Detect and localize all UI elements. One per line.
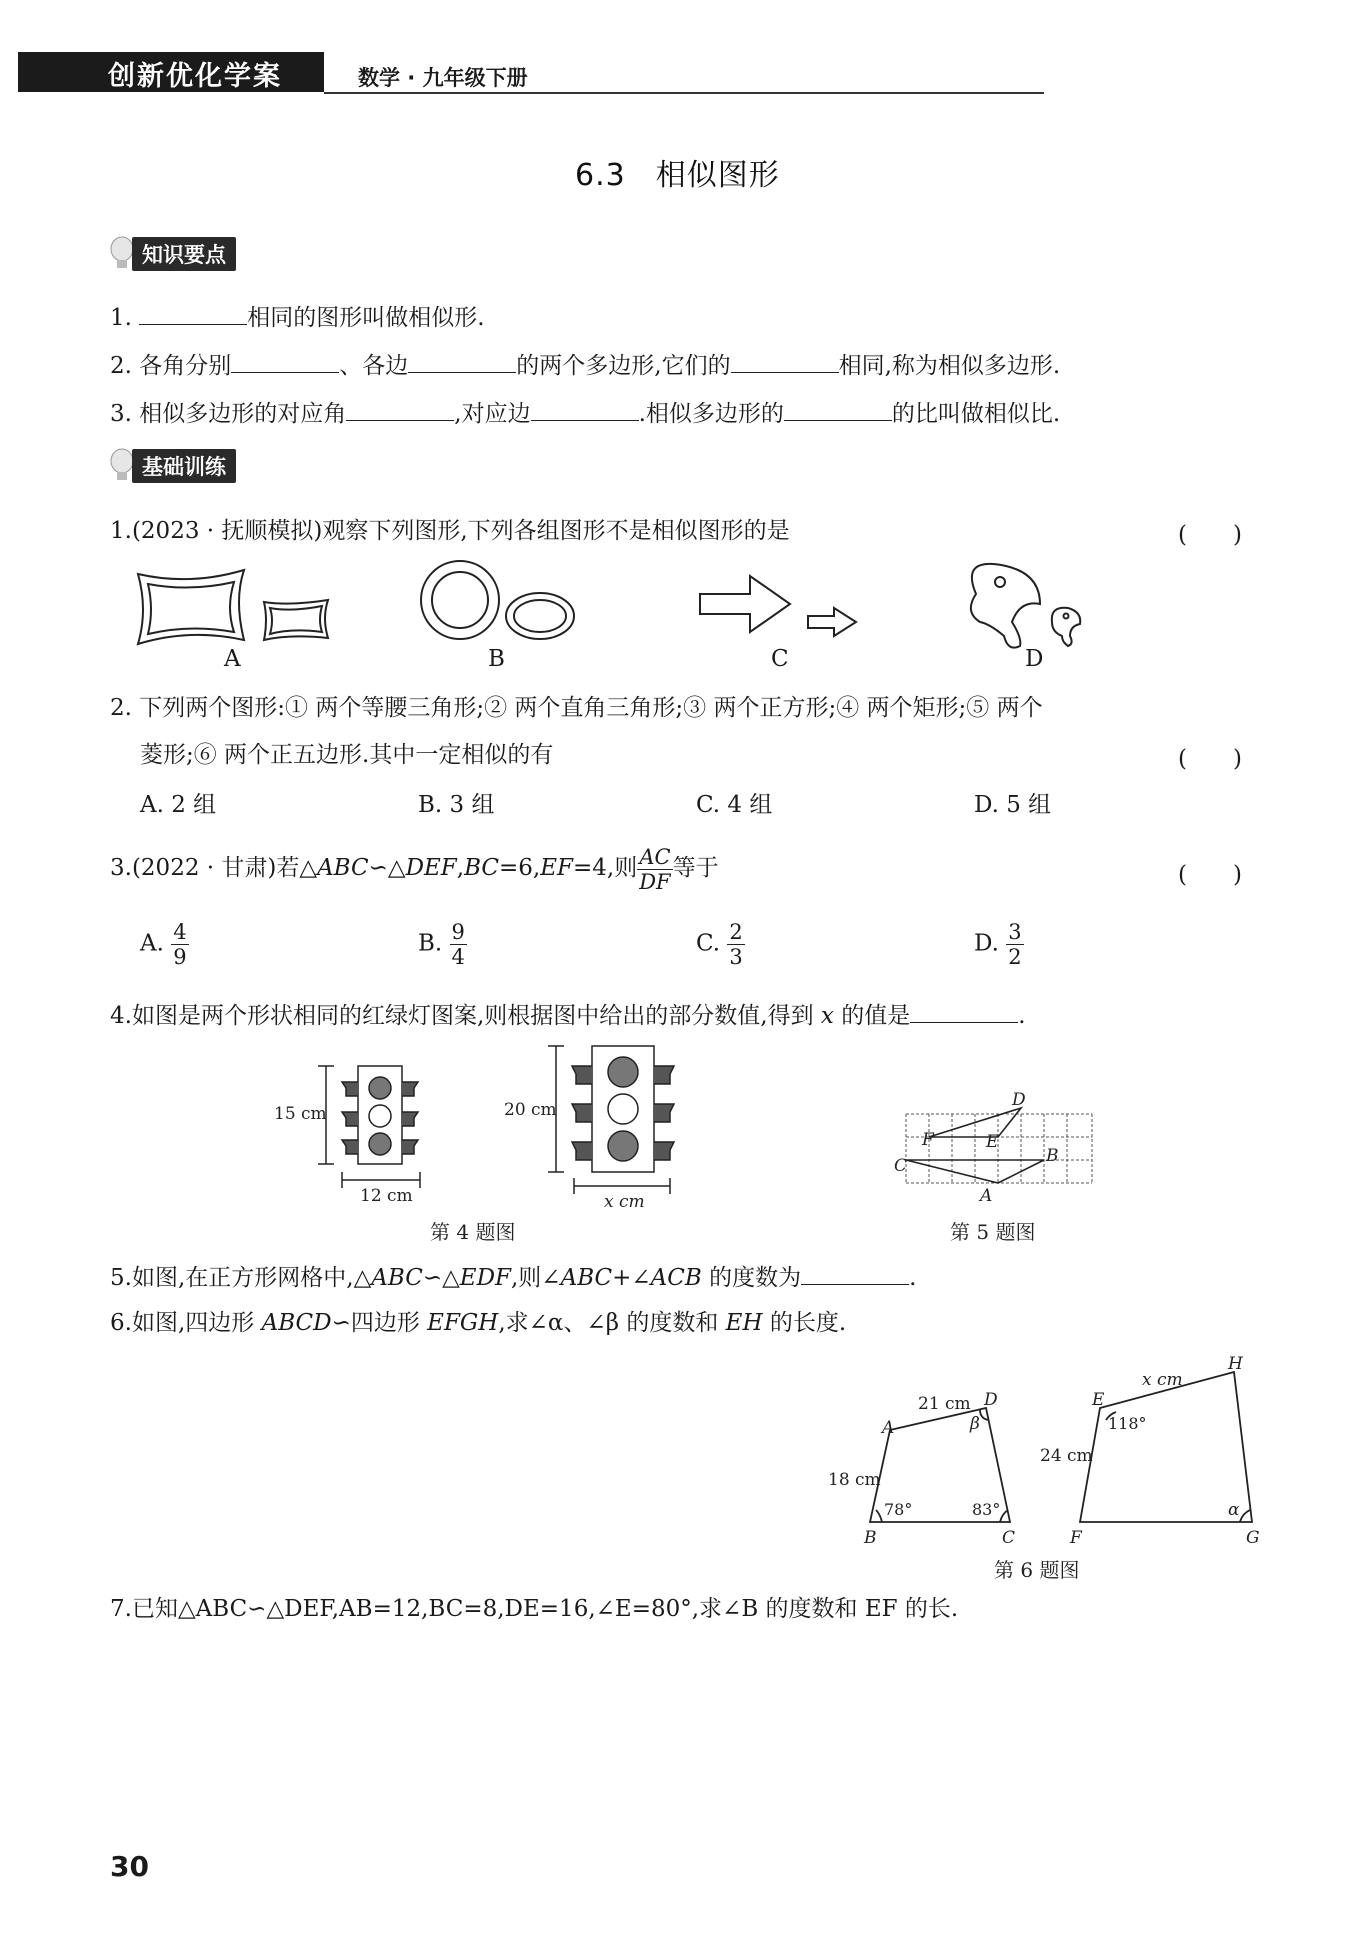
large-traffic-light: [572, 1046, 674, 1172]
q1-label-b: B: [488, 646, 505, 672]
q2-option-a[interactable]: A. 2 组: [140, 792, 217, 818]
question-1-figures: [130, 560, 1090, 672]
answer-blank[interactable]: [531, 398, 639, 421]
question-1: 1.(2023 · 抚顺模拟)观察下列图形,下列各组图形不是相似图形的是: [110, 518, 790, 544]
answer-blank[interactable]: [910, 1000, 1018, 1023]
beta-label: β: [970, 1414, 980, 1434]
answer-blank[interactable]: [408, 350, 516, 373]
knowledge-item-2: 2. 各角分别 、各边 的两个多边形,它们的 相同,称为相似多边形.: [110, 350, 1060, 381]
q3-option-b[interactable]: B. $\frac{9}{4}$: [418, 920, 465, 969]
q3-option-c[interactable]: C. $\frac{2}{3}$: [696, 920, 743, 969]
fraction-ac-df: $\frac{AC}{DF}$: [639, 844, 671, 894]
answer-blank[interactable]: [231, 350, 339, 373]
section-name: 相似图形: [655, 158, 780, 193]
point-e-label: E: [1092, 1390, 1105, 1410]
knowledge-tag-label: 知识要点: [132, 237, 236, 271]
q1-label-a: A: [224, 646, 241, 672]
question-3: 3.(2022 · 甘肃)若△ABC∽△DEF,BC=6,EF=4,则 $\frac{AC}{DF}$ 等于: [110, 844, 719, 894]
angle-e-label: 118°: [1108, 1414, 1147, 1433]
question-2: 2. 下列两个图形:① 两个等腰三角形;② 两个直角三角形;③ 两个正方形;④ 两个矩形;⑤ 两个: [110, 695, 1043, 721]
q3-option-d[interactable]: D. $\frac{3}{2}$: [974, 920, 1022, 969]
point-d-label: D: [984, 1390, 998, 1410]
header-rule: [324, 92, 1044, 94]
point-h-label: H: [1228, 1354, 1243, 1374]
q2-option-d[interactable]: D. 5 组: [974, 792, 1052, 818]
question-5: 5.如图,在正方形网格中,△ABC∽△EDF,则∠ABC+∠ACB 的度数为 .: [110, 1262, 916, 1293]
answer-parens[interactable]: ( ): [1178, 862, 1242, 888]
knowledge-tag: [108, 238, 236, 270]
question-6: 6.如图,四边形 ABCD∽四边形 EFGH,求∠α、∠β 的度数和 EH 的长度.: [110, 1310, 847, 1336]
point-b-label: B: [1046, 1146, 1059, 1166]
traffic-lights-figure: [270, 1038, 690, 1218]
training-tag: [108, 450, 236, 482]
question-4: 4.如图是两个形状相同的红绿灯图案,则根据图中给出的部分数值,得到 x 的值是 .: [110, 1000, 1026, 1031]
section-title: [575, 150, 780, 194]
answer-blank[interactable]: [801, 1262, 909, 1285]
answer-blank[interactable]: [731, 350, 839, 373]
height-label-large: 20 cm: [504, 1100, 557, 1120]
point-f-label: F: [1070, 1528, 1082, 1548]
small-traffic-light: [342, 1066, 418, 1164]
series-title: 创新优化学案: [108, 61, 282, 92]
answer-blank[interactable]: [346, 398, 454, 421]
point-a-label: A: [882, 1418, 895, 1438]
figure-5-caption: 第 5 题图: [950, 1220, 1036, 1244]
width-label-large: x cm: [604, 1192, 645, 1212]
page-number: 30: [110, 1850, 149, 1883]
figure-a: [138, 570, 328, 644]
answer-parens[interactable]: ( ): [1178, 746, 1242, 772]
point-d-label: D: [1012, 1090, 1026, 1110]
grid-figure: [896, 1100, 1106, 1210]
angle-c-label: 83°: [972, 1500, 1001, 1519]
quadrilateral-efgh: [1080, 1372, 1252, 1522]
point-a-label: A: [980, 1186, 993, 1206]
knowledge-item-1: 1. 相同的图形叫做相似形.: [110, 302, 485, 333]
answer-parens[interactable]: ( ): [1178, 522, 1242, 548]
point-f-label: F: [922, 1130, 934, 1150]
q1-label-c: C: [771, 646, 789, 672]
answer-blank[interactable]: [139, 302, 247, 325]
figure-c: [700, 576, 856, 636]
q1-label-d: D: [1025, 646, 1044, 672]
side-ad-label: 21 cm: [918, 1394, 971, 1414]
q3-option-a[interactable]: A. $\frac{4}{9}$: [140, 920, 187, 969]
point-c-label: C: [894, 1156, 908, 1176]
knowledge-item-3: 3. 相似多边形的对应角 ,对应边 .相似多边形的 的比叫做相似比.: [110, 398, 1060, 429]
figure-b: [421, 561, 574, 639]
answer-blank[interactable]: [784, 398, 892, 421]
q2-option-b[interactable]: B. 3 组: [418, 792, 495, 818]
point-b-label: B: [864, 1528, 877, 1548]
point-e-label: E: [986, 1132, 999, 1152]
question-2-line-2: 菱形;⑥ 两个正五边形.其中一定相似的有: [140, 742, 554, 768]
question-7: 7.已知△ABC∽△DEF,AB=12,BC=8,DE=16,∠E=80°,求∠B 的度数和 EF 的长.: [110, 1596, 959, 1622]
section-number: 6.3: [575, 158, 626, 193]
angle-b-label: 78°: [884, 1500, 913, 1519]
figure-4-caption: 第 4 题图: [430, 1220, 516, 1244]
alpha-label: α: [1228, 1500, 1240, 1520]
figure-6-caption: 第 6 题图: [994, 1558, 1080, 1582]
triangle-edf: [929, 1108, 1021, 1137]
subject-title: 数学 · 九年级下册: [358, 66, 528, 90]
point-g-label: G: [1246, 1528, 1260, 1548]
side-ab-label: 18 cm: [828, 1470, 881, 1490]
figure-d: [971, 564, 1080, 648]
width-label-small: 12 cm: [360, 1186, 413, 1206]
height-label-small: 15 cm: [274, 1104, 327, 1124]
q2-option-c[interactable]: C. 4 组: [696, 792, 773, 818]
training-tag-label: 基础训练: [132, 449, 236, 483]
side-eh-label: x cm: [1142, 1370, 1183, 1390]
point-c-label: C: [1002, 1528, 1016, 1548]
side-ef-label: 24 cm: [1040, 1446, 1093, 1466]
